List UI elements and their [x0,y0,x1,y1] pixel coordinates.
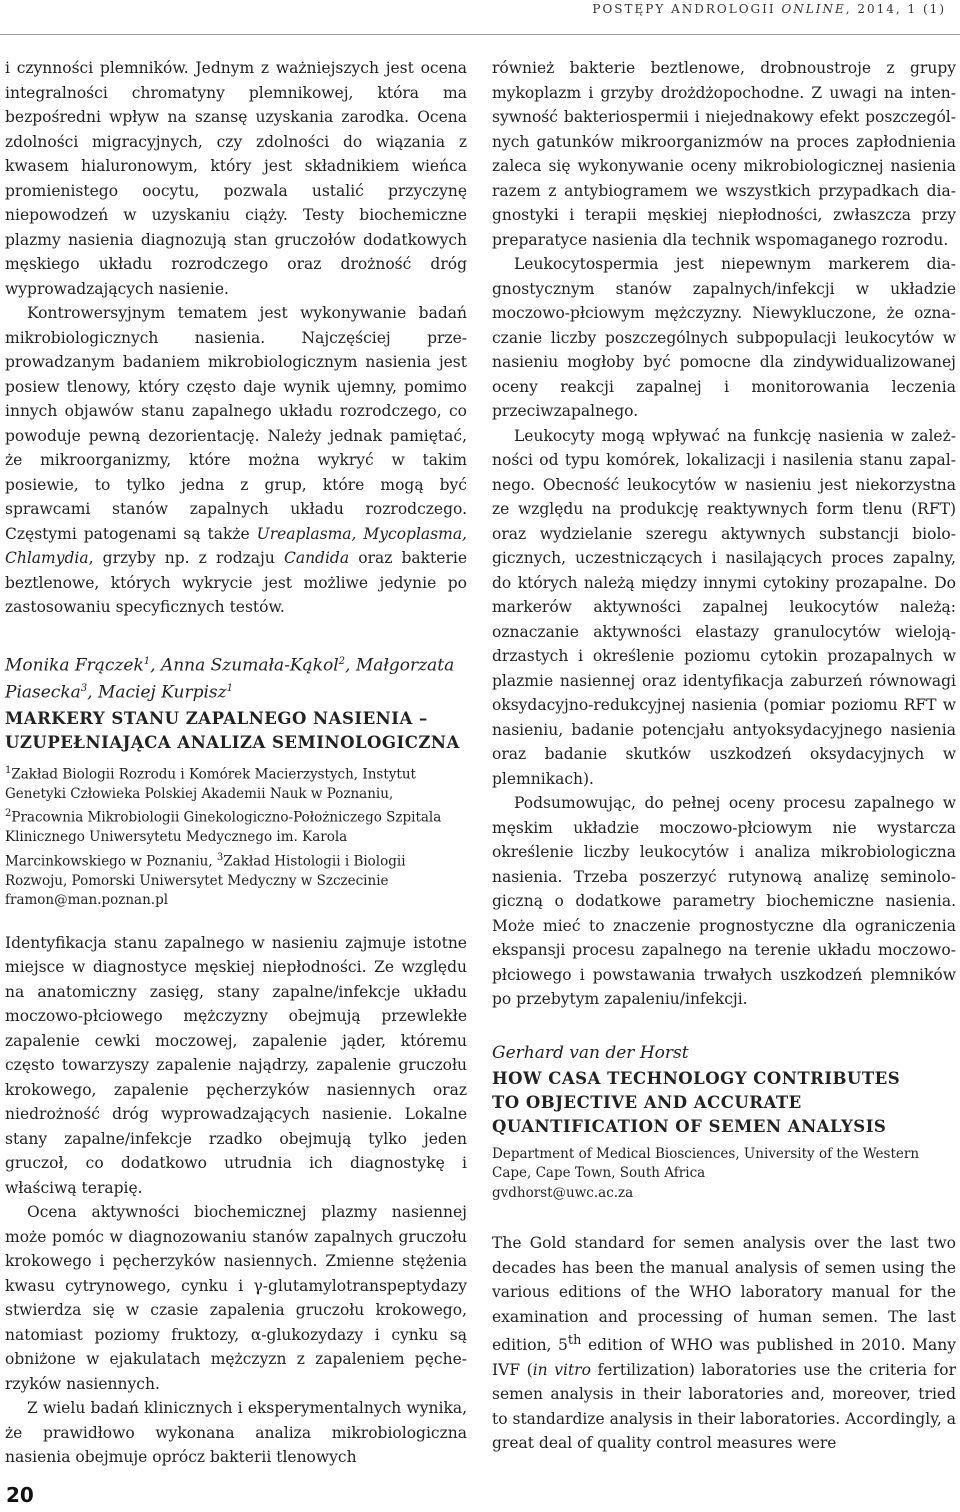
left-column [5,56,467,1470]
author-byline: Monika Frączek$^1$, Anna Szumała-Kąkol$^2$, Małgorzata Piasecka$^3$, Maciej Kurpisz$^1$ [5,655,455,703]
header-rule [0,34,960,35]
right-column [492,56,956,1456]
running-head: POSTĘPY ANDROLOGII ONLINE, 2014, 1 (1) [592,2,946,16]
paragraph: Podsumowując, do pełnej oceny procesu zapalnego w męskim układzie moczowo-płciowym nie wystarcza określenie liczby leukocytów i analiza mikrobiologiczna nasienia. Trzeba poszerzyć rutynową analizę seminologiczną o dodatkowe parametry biochemiczne nasienia. Może mieć to znaczenie prognostyczne dla ograniczenia ekspansji procesu zapalnego na terenie układu moczowo-płciowego i powstawania trwałych uszkodzeń plemników po przebytym zapaleniu/infekcji. [492,794,956,1008]
paragraph: Identyfikacja stanu zapalnego w nasieniu zajmuje istotne miejsce w diagnostyce męskiej niepłodności. Ze względu na anatomiczny zasięg, stany zapalne/infekcje układu moczowo-płciowego mężczyzny obejmują przewlekłe zapalenie cewki moczowej, zapalenie jąder, któremu często towarzyszy zapalenie najądrzy, zapalenie gruczołu krokowego, zapalenie pęcherzyków nasiennych oraz niedrożność dróg wyprowadzających nasienie. Lokalne stany zapalne/infekcje rzadko obejmują tylko jeden gruczoł, co dodatkowo utrudnia ich diagnostykę i właściwą terapię. [5,933,467,1197]
paragraph: i czynności plemników. Jednym z ważniejszych jest ocena integralności chromatyny plemnikowej, która ma bezpośredni wpływ na szansę uzyskania zarodka. Ocena zdolności migracyjnych, czy zdolności do wiązania z kwasem hialuronowym, który jest składnikiem wieńca promienistego oocytu, pozwala ustalić przyczynę niepowodzeń w uzyskaniu ciąży. Testy biochemiczne plazmy nasienia diagnozują stan gruczołów dodatkowych męskiego układu rozrodczego oraz drożność dróg wyprowadzających nasienie. [5,59,467,298]
paragraph: Kontrowersyjnym tematem jest wykonywanie badań mikrobiologicznych nasienia. Najczęściej przeprowadzanym badaniem mikrobiologicznym nasienia jest posiew tlenowy, który często daje wynik ujemny, pomimo innych objawów stanu zapalnego układu rozrodczego, co powoduje pewną dezorientację. Należy jednak pamiętać, że mikroorganizmy, które można wykryć w takim posiewie, to tylko jedna z grup, które mogą być sprawcami stanów zapalnych układu rozrodczego. Częstymi patogenami są także Ureaplasma, Mycoplasma, Chlamydia, grzyby np. z rodzaju Candida oraz bakterie beztlenowe, których wykrycie jest możliwe jedynie po zastosowaniu specyficznych testów. [5,304,468,616]
paragraph: również bakterie beztlenowe, drobnoustroje z grupy mykoplazm i grzyby drożdżopochodne. Z uwagi na intensywność bakteriospermii i niejednakowy efekt poszczególnych gatunków mikroorganizmów na proces zapłodnienia zaleca się wykonywanie oceny mikrobiologicznej nasienia razem z antybiogramem we wszystkich przypadkach diagnostyki i terapii męskiej niepłodności, zwłaszcza przy preparatyce nasienia dla technik wspomaganego rozrodu. [492,59,956,249]
page-number: 20 [6,1483,34,1507]
author-email: gvdhorst@uwc.ac.za [492,1184,634,1201]
affiliation: Department of Medical Biosciences, University of the Western Cape, Cape Town, South Africa gvdhorst@uwc.ac.za [492,1145,956,1204]
paragraph: The Gold standard for semen analysis over the last two decades has been the manual analysis of semen using the various editions of the WHO laboratory manual for the examination and processing of human semen. The last edition, 5th edition of WHO was published in 2010. Many IVF (in vitro fertilization) laboratories use the criteria for semen analysis in their laboratories and, moreover, tried to standardize analysis in their laboratories. Accordingly, a great deal of quality control measures were [492,1234,957,1453]
paragraph: Z wielu badań klinicznych i eksperymentalnych wynika, że prawidłowo wykonana analiza mikrobiologiczna nasienia obejmuje oprócz bakterii tlenowych [5,1399,467,1467]
article-title: MARKERY STANU ZAPALNEGO NASIENIA – UZUPEŁNIAJĄCA ANALIZA SEMINOLOGICZNA [5,708,460,752]
article-title: HOW CASA TECHNOLOGY CONTRIBUTES TO OBJECTIVE AND ACCURATE QUANTIFICATION OF SEMEN ANALYSIS [492,1068,901,1136]
author-email: framon@man.poznan.pl [5,892,169,909]
paragraph: Leukocytospermia jest niepewnym markerem diagnostycznym stanów zapalnych/infekcji w układzie moczowo-płciowym mężczyzny. Niewykluczone, że oznaczanie liczby poszczególnych subpopulacji leukocytów w nasieniu mogłoby być pomocne dla zindywidualizowanej oceny reakcji zapalnej i monitorowania leczenia przeciwzapalnego. [492,255,956,420]
paragraph: Leukocyty mogą wpływać na funkcję nasienia w zależności od typu komórek, lokalizacji i nasilenia stanu zapalnego. Obecność leukocytów w nasieniu jest niekorzystna ze względu na produkcję reaktywnych form tlenu (RFT) oraz wydzielanie szeregu aktywnych substancji biologicznych, uczestniczących i nasilających proces zapalny, do których należą między innymi cytokiny prozapalne. Do markerów aktywności zapalnej leukocytów należą: oznaczanie aktywności elastazy granulocytów wielojądrzastych i określenie poziomu cytokin prozapalnych w plazmie nasiennej oraz identyfikacja zaburzeń równowagi oksydacyjno-redukcyjnej nasienia (pomiar poziomu RFT w nasieniu, badanie potencjału antyoksydacyjnego nasienia oraz badanie skutków uszkodzeń oksydacyjnych w plemnikach). [492,426,956,788]
paragraph: Ocena aktywności biochemicznej plazmy nasiennej może pomóc w diagnozowaniu stanów zapalnych gruczołu krokowego i pęcherzyków nasiennych. Zmienne stężenia kwasu cytrynowego, cynku i γ-glutamylotranspeptydazy stwierdza się w czasie zapalenia gruczołu krokowego, natomiast poziomy fruktozy, α-glukozydazy i cynku są obniżone w ejakulatach mężczyzn z zapaleniem pęcherzyków nasiennych. [5,1203,467,1393]
affiliation: $^1$Zakład Biologii Rozrodu i Komórek Macierzystych, Instytut Genetyki Człowieka Polskiej Akademii Nauk w Poznaniu, $^2$Pracownia Mikrobiologii Ginekologiczno-Położniczego Szpitala Klinicznego Uniwersytetu Medycznego im. Karola Marcinkowskiego w Poznaniu, $^3$Zakład Histologii i Biologii Rozwoju, Pomorski Uniwersytet Medyczny w Szczecinie framon@man.poznan.pl [5,761,467,911]
author-byline: Gerhard van der Horst [492,1042,689,1063]
